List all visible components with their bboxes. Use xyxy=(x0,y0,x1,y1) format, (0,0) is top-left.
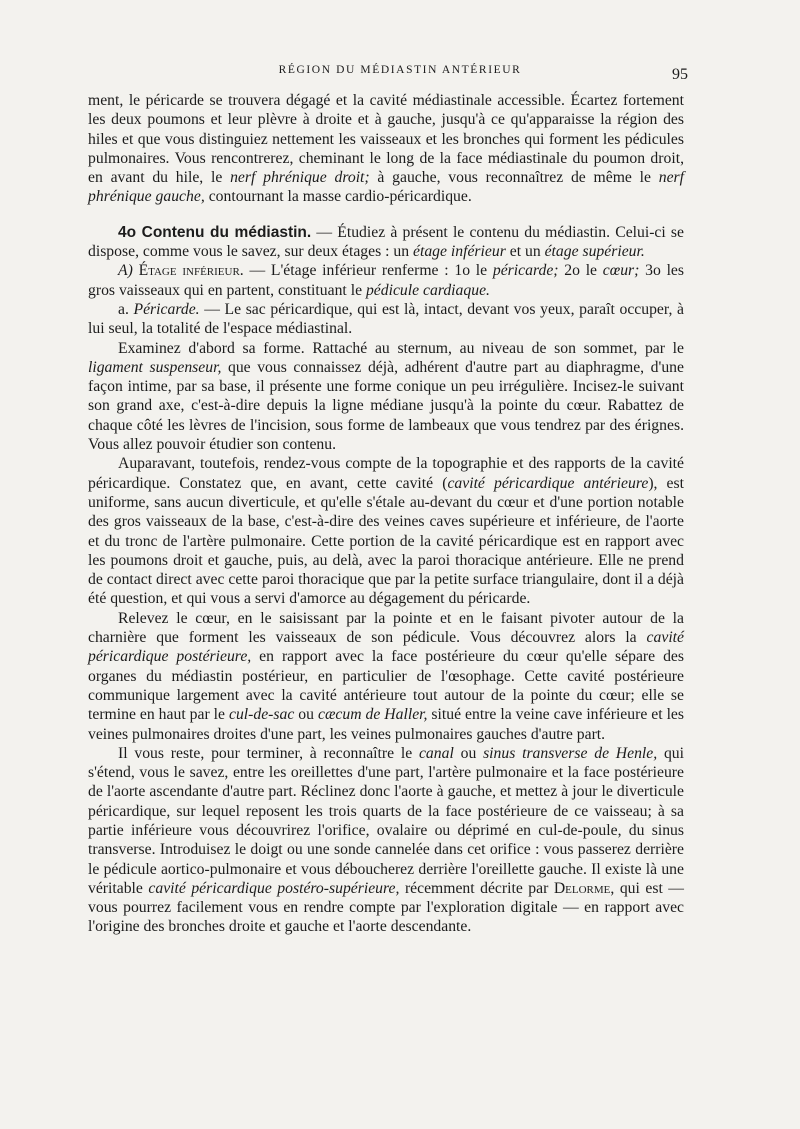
paragraph-forme: Examinez d'abord sa forme. Rattaché au sternum, au niveau de son sommet, par le ligament suspenseur, que vous connaissez déjà, adhérent d'autre part au diaphragme, d'une façon intime, par sa base, il présente une forme conique un peu irrégulière. Incisez-le suivant son grand axe, c'est-à-dire depuis la ligne médiane jusqu'à la pointe du cœur. Rabattez de chaque côté les lèvres de l'incision, sous forme de lambeaux que vous tendrez par des érignes. Vous allez pouvoir étudier son contenu. xyxy=(88,339,684,454)
subsection-heading: Péricarde. xyxy=(133,300,200,318)
page-number: 95 xyxy=(672,66,688,83)
paragraph-topographie: Auparavant, toutefois, rendez-vous compte de la topographie et des rapports de la cavité péricardique. Constatez que, en avant, cette cavité (cavité péricardique antérieure), est uniforme, sans aucun diverticule, et qu'elle s'étale au-devant du cœur et d'une portion notable des gros vaisseaux de la base, c'est-à-dire des veines caves supérieure et inférieure, de l'aorte et du tronc de l'artère pulmonaire. Cette portion de la cavité péricardique est en rapport avec les poumons droit et gauche, puis, au delà, avec la paroi thoracique antérieure. Elle ne prend de contact direct avec cette paroi thoracique que par la petite surface triangulaire, dont il a déjà été question, et qui vous a servi d'amorce au dégagement du péricarde. xyxy=(88,455,684,608)
paragraph-contenu-mediastin: 4o Contenu du médiastin. — Étudiez à présent le contenu du médiastin. Celui-ci se dispose, comme vous le savez, sur deux étages : un étage inférieur et un étage supérieur. xyxy=(88,223,684,261)
section-heading: 4o Contenu du médiastin. xyxy=(118,223,312,241)
paragraph-sinus-transverse: Il vous reste, pour terminer, à reconnaître le canal ou sinus transverse de Henle, qui s'étend, vous le savez, entre les oreillettes d'une part, l'artère pulmonaire et la face postérieure de l'aorte ascendante d'autre part. Réclinez donc l'aorte à gauche, et mettez à jour le diverticule péricardique, sur lequel reposent les trois quarts de la face postérieure de ce vaisseau; à sa partie inférieure vous découvrirez l'orifice, ovalaire ou déprimé en cul-de-poule, du sinus transverse. Introduisez le doigt ou une sonde cannelée dans cet orifice : vous passerez derrière le pédicule aortico-pulmonaire et vous déboucherez derrière l'oreillette gauche. Il existe là une véritable cavité péricardique postéro-supérieure, récemment décrite par Delorme, qui est — vous pourrez facilement vous en rendre compte par l'exploration digitale — en rapport avec l'origine des bronches droite et gauche et l'aorte descendante. xyxy=(88,744,685,936)
subsection-heading: Étage inférieur. xyxy=(138,262,244,280)
paragraph-intro: ment, le péricarde se trouvera dégagé et la cavité médiastinale accessible. Écartez fortement les deux poumons et leur plèvre à droite et à gauche, jusqu'à ce qu'apparaisse la région des hiles et que vous distinguiez nettement les vaisseaux et les bronches qui forment les pédicules pulmonaires. Vous rencontrerez, cheminant le long de la face médiastinale du poumon droit, en avant du hile, le nerf phrénique droit; à gauche, vous reconnaîtrez de même le nerf phrénique gauche, contournant la masse cardio-péricardique. xyxy=(88,92,684,206)
page-header xyxy=(0,64,800,86)
body-text xyxy=(88,91,684,937)
paragraph-pericarde: a. Péricarde. — Le sac péricardique, qui est là, intact, devant vos yeux, paraît occuper, à lui seul, la totalité de l'espace médiastinal. xyxy=(88,300,684,338)
running-title: RÉGION DU MÉDIASTIN ANTÉRIEUR xyxy=(278,64,522,76)
paragraph-etage-inferieur: A) Étage inférieur. — L'étage inférieur renferme : 1o le péricarde; 2o le cœur; 3o les gros vaisseaux qui en partent, constituant le pédicule cardiaque. xyxy=(88,262,685,299)
paragraph-cavite-posterieure: Relevez le cœur, en le saisissant par la pointe et en le faisant pivoter autour de la charnière que forment les vaisseaux de son pédicule. Vous découvrez alors la cavité péricardique postérieure, en rapport avec la face postérieure du cœur qu'elle sépare des organes du médiastin postérieur, en particulier de l'œsophage. Cette cavité postérieure communique largement avec la cavité antérieure tout autour de la pointe du cœur; elle se termine en haut par le cul-de-sac ou cæcum de Haller, situé entre la veine cave inférieure et les veines pulmonaires droites d'une part, les veines pulmonaires gauches d'autre part. xyxy=(88,609,685,743)
